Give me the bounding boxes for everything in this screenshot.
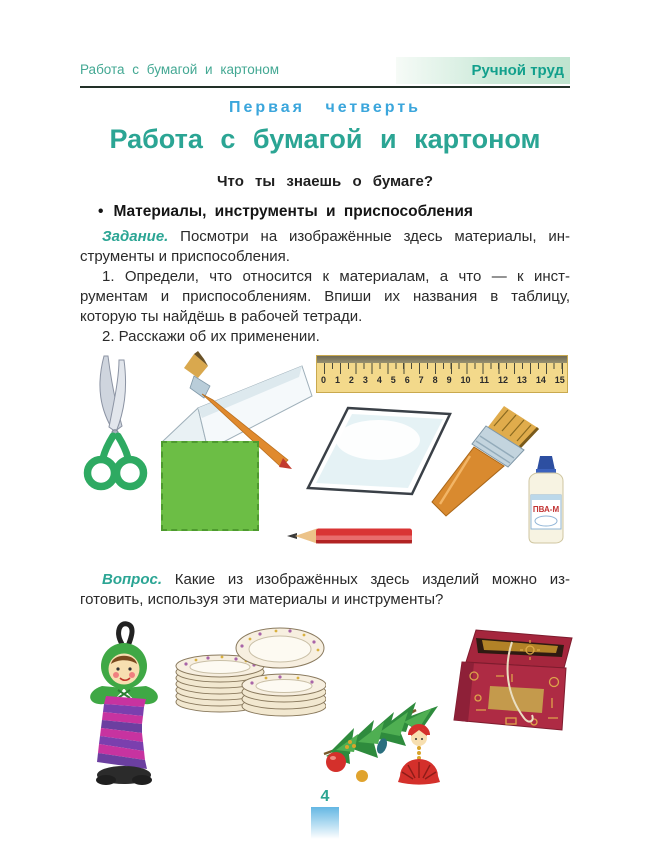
lesson-subheading: Что ты знаешь о бумаге? — [217, 173, 433, 190]
ruler-number: 5 — [390, 375, 396, 385]
task-text: Посмотри на изображённые здесь материалы, ин- — [180, 228, 571, 245]
ruler-number: 4 — [376, 375, 382, 385]
ruler-number: 3 — [362, 375, 368, 385]
bullet-dot: • — [98, 203, 104, 220]
ruler-ticks — [317, 363, 567, 374]
ruler-number: 11 — [479, 375, 489, 385]
page-number-box — [311, 807, 339, 839]
ruler-number: 12 — [497, 375, 508, 385]
glue-bottle-image — [521, 455, 571, 545]
section-heading-label: Материалы, инструменты и приспособления — [113, 203, 473, 220]
ruler-number: 0 — [321, 375, 327, 385]
paper-plates-image — [168, 622, 326, 718]
question-paragraph — [80, 570, 570, 610]
ruler-number: 8 — [432, 375, 438, 385]
glue-label: ПВА-М — [532, 505, 560, 514]
ruler-number: 14 — [535, 375, 546, 385]
page-number: 4 — [320, 788, 330, 805]
ruler-number: 2 — [348, 375, 354, 385]
task-line: струменты и приспособления. — [80, 247, 290, 265]
scissors-image — [80, 352, 150, 502]
paper-doll-image — [82, 620, 170, 792]
fir-branch-image — [320, 684, 450, 796]
task-label: Задание. — [102, 228, 169, 245]
task-item1-line: 1. Определи, что относится к материалам, а что — к инст- — [102, 267, 570, 285]
ruler-number: 15 — [554, 375, 565, 385]
ruler-number: 6 — [404, 375, 410, 385]
ruler-number: 13 — [516, 375, 527, 385]
ruler-image — [316, 355, 568, 393]
ruler-numbers — [317, 374, 567, 385]
task-paragraph — [80, 227, 570, 346]
task-item1-line: которую ты найдёшь в рабочей тетради. — [80, 307, 363, 325]
ruler-edge — [317, 356, 567, 363]
task-item1-line: рументам и приспособлениям. Впиши их названия в таблицу, — [80, 287, 570, 305]
question-label: Вопрос. — [102, 571, 162, 588]
task-line — [80, 227, 570, 247]
quarter-title: Первая четверть — [228, 99, 422, 116]
ruler-number: 10 — [460, 375, 471, 385]
section-heading — [98, 203, 473, 221]
ruler-number: 9 — [446, 375, 452, 385]
ruler-number: 7 — [418, 375, 424, 385]
task-item2: 2. Расскажи об их применении. — [102, 327, 320, 345]
question-text: Какие из изображённых здесь изделий можно из- — [174, 571, 571, 588]
chapter-title: Работа с бумагой и картоном — [109, 124, 541, 154]
question-line — [80, 570, 570, 590]
subject-badge: Ручной труд — [396, 57, 570, 84]
fabric-square-image — [161, 441, 259, 531]
header-divider — [80, 86, 570, 88]
red-pencil-image — [283, 526, 417, 546]
ruler-number: 1 — [334, 375, 340, 385]
running-header-title: Работа с бумагой и картоном — [80, 62, 280, 77]
question-line: готовить, используя эти материалы и инструменты? — [80, 590, 444, 608]
gift-box-image — [452, 626, 578, 738]
